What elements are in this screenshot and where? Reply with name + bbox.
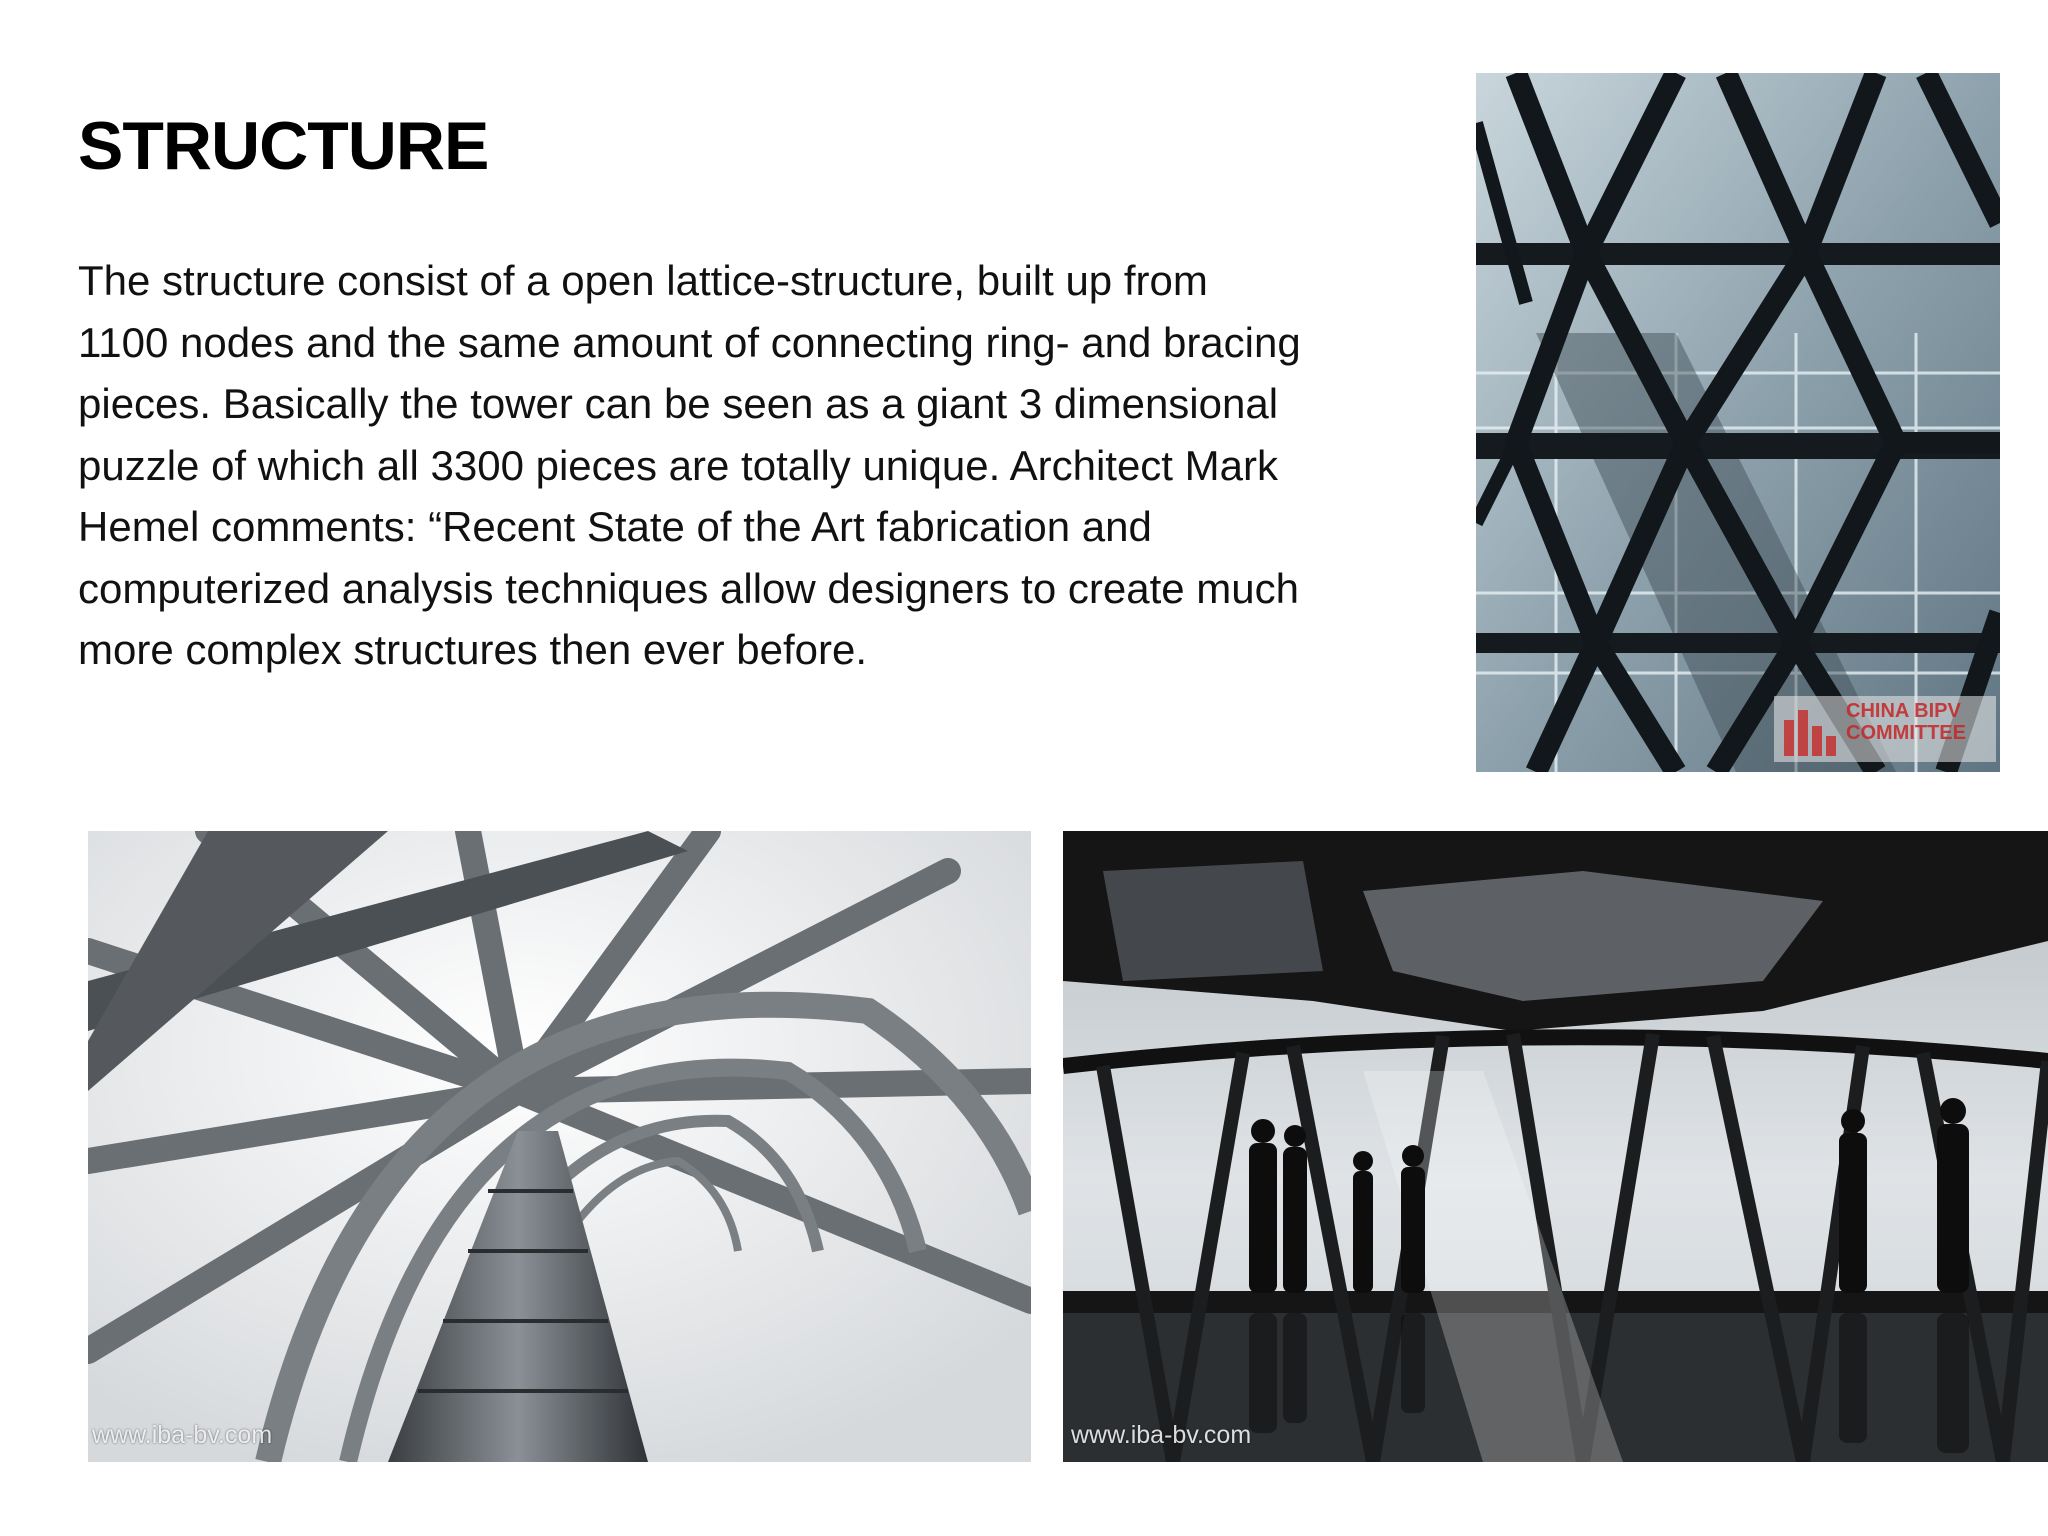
paragraph-line: computerized analysis techniques allow designers to create much	[78, 564, 1299, 612]
paragraph-line: The structure consist of a open lattice-structure, built up from	[78, 257, 1208, 304]
tower-core-lattice-photo	[88, 831, 1031, 1462]
logo-text-line: CHINA BIPV	[1846, 700, 1961, 722]
logo-text-line: COMMITTEE	[1846, 722, 1966, 744]
building-logo-icon	[1780, 702, 1840, 756]
photo-watermark: www.iba-bv.com	[1071, 1421, 1252, 1449]
paragraph-line: pieces. Basically the tower can be seen as a giant 3 dimensional	[78, 380, 1279, 427]
paragraph-line: Hemel comments: “Recent State of the Art fabrication and	[78, 503, 1152, 550]
observation-deck-photo	[1063, 831, 2048, 1462]
glass-facade-lattice-photo	[1476, 73, 2000, 772]
photo-watermark: www.iba-bv.com	[92, 1421, 273, 1449]
paragraph-line: 1100 nodes and the same amount of connecting ring- and bracing	[78, 318, 1301, 366]
body-paragraph	[78, 250, 1478, 681]
paragraph-line: puzzle of which all 3300 pieces are totally unique. Architect Mark	[78, 441, 1278, 489]
china-bipv-logo	[1774, 696, 1996, 762]
slide-title: STRUCTURE	[78, 108, 489, 184]
paragraph-line: more complex structures then ever before.	[78, 626, 868, 673]
